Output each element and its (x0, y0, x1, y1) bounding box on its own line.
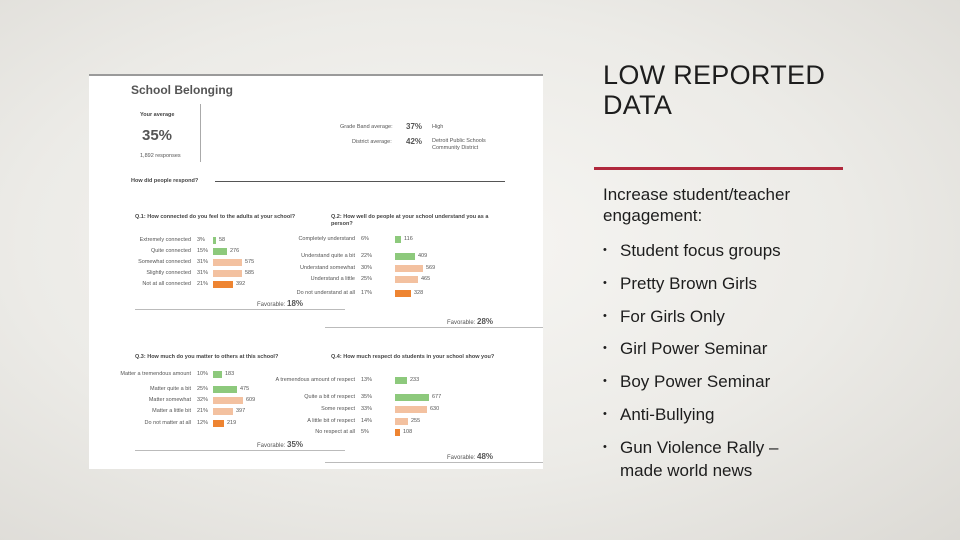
response-count: 58 (219, 237, 226, 243)
response-count: 219 (227, 420, 237, 426)
list-item (603, 305, 820, 328)
response-label: Matter a tremendous amount (120, 371, 191, 377)
response-percent: 33% (361, 406, 373, 412)
slide-title-line: LOW REPORTED (603, 60, 826, 90)
report-title: School Belonging (131, 83, 233, 97)
response-count: 328 (414, 290, 424, 296)
response-count: 183 (225, 371, 235, 377)
slide-title-line: DATA (603, 90, 673, 120)
response-count: 233 (410, 377, 420, 383)
summary-divider (200, 104, 201, 162)
response-percent: 5% (361, 429, 369, 435)
list-item-text: Boy Power Seminar (620, 372, 771, 392)
response-bar (213, 371, 222, 378)
favorable-label: Favorable: (447, 455, 476, 461)
favorable-label: Favorable: (257, 443, 286, 449)
response-count: 397 (236, 408, 246, 414)
response-bar (213, 270, 242, 277)
favorable-value: 35% (287, 440, 304, 449)
response-count: 609 (246, 397, 256, 403)
response-bar (395, 253, 415, 260)
favorable-summary (257, 440, 303, 449)
list-item-text: Girl Power Seminar (620, 339, 768, 359)
response-count: 569 (426, 265, 436, 271)
response-count: 255 (411, 418, 421, 424)
question-title: Q.3: How much do you matter to others at this school? (135, 354, 279, 360)
response-label: Do not understand at all (296, 290, 355, 296)
question-title: Q.4: How much respect do students in your school show you? (331, 354, 495, 360)
response-percent: 14% (361, 418, 373, 424)
response-percent: 22% (361, 253, 373, 259)
response-percent: 3% (197, 237, 205, 243)
response-percent: 31% (197, 270, 209, 276)
list-item-text: Pretty Brown Girls (620, 273, 757, 293)
response-bar (213, 248, 227, 255)
bullet-marker: • (603, 244, 607, 256)
response-count: 276 (230, 248, 240, 254)
response-label: Not at all connected (142, 281, 191, 287)
list-item (603, 337, 820, 360)
response-label: Understand quite a bit (301, 253, 355, 259)
grade-band-value: 37% (406, 122, 423, 131)
bullet-marker: • (603, 342, 607, 355)
list-item (603, 403, 820, 426)
list-item (603, 436, 820, 482)
response-percent: 12% (197, 420, 209, 426)
favorable-summary (447, 317, 493, 326)
response-percent: 31% (197, 259, 209, 265)
how-responded-label: How did people respond? (131, 178, 199, 184)
response-bar (213, 420, 224, 427)
favorable-summary (257, 299, 303, 308)
response-bar (395, 394, 429, 401)
response-count: 116 (404, 236, 413, 242)
response-count: 409 (418, 253, 428, 259)
response-bar (395, 418, 408, 425)
response-percent: 25% (361, 276, 373, 282)
grade-band-label: Grade Band average: (340, 124, 393, 130)
panel-footer-rule (135, 309, 345, 310)
response-label: A tremendous amount of respect (275, 377, 355, 383)
question-title: Q.2: How well do people at your school understand you as a person? (331, 214, 489, 227)
response-count: 392 (236, 281, 246, 287)
response-count: 465 (421, 276, 431, 282)
title-accent-rule (594, 167, 843, 170)
response-bar (213, 386, 237, 393)
favorable-value: 28% (477, 317, 494, 326)
how-responded-rule (215, 181, 505, 182)
response-percent: 32% (197, 397, 209, 403)
response-bar (213, 237, 216, 244)
question-title: Q.1: How connected do you feel to the adults at your school? (135, 214, 296, 220)
response-percent: 6% (361, 236, 369, 242)
response-count: 630 (430, 406, 440, 412)
response-percent: 30% (361, 265, 373, 271)
list-item (603, 370, 820, 393)
favorable-summary (447, 452, 493, 461)
district-note-line2: Community District (432, 145, 479, 151)
your-average-label: Your average (140, 112, 175, 118)
list-item (603, 272, 820, 295)
response-bar (395, 377, 407, 384)
bullet-marker: • (603, 309, 607, 322)
slide-title (603, 60, 825, 120)
response-label: Matter a little bit (152, 408, 191, 414)
response-count: 585 (245, 270, 255, 276)
response-percent: 25% (197, 386, 209, 392)
response-bar (395, 406, 427, 413)
report-top-divider (89, 74, 543, 76)
response-bar (395, 276, 418, 283)
response-label: Somewhat connected (138, 259, 191, 265)
response-percent: 21% (197, 281, 209, 287)
response-label: Matter somewhat (148, 397, 191, 403)
response-label: Understand somewhat (299, 265, 355, 271)
district-label: District average: (352, 139, 392, 145)
response-count: 475 (240, 386, 250, 392)
intro-text (603, 184, 790, 226)
bullet-marker: • (603, 375, 607, 388)
panel-footer-rule (325, 462, 543, 463)
response-percent: 21% (197, 408, 209, 414)
response-bar (213, 281, 233, 288)
list-item-text: For Girls Only (620, 306, 725, 326)
your-average-value: 35% (142, 127, 173, 144)
district-value: 42% (406, 137, 423, 146)
favorable-label: Favorable: (447, 320, 476, 326)
response-label: Understand a little (310, 276, 355, 282)
response-bar (395, 290, 411, 297)
favorable-value: 18% (287, 299, 304, 308)
response-percent: 15% (197, 248, 209, 254)
response-bar (395, 236, 401, 243)
response-label: No respect at all (315, 429, 355, 435)
intro-line: Increase student/teacher (603, 185, 791, 204)
response-bar (395, 429, 400, 436)
grade-band-note: High (432, 124, 444, 130)
response-count: 677 (432, 394, 442, 400)
school-belonging-report-image (89, 74, 543, 469)
response-label: Do not matter at all (144, 420, 191, 426)
bullet-marker: • (603, 440, 607, 453)
list-item (603, 239, 820, 262)
response-percent: 35% (361, 394, 373, 400)
favorable-label: Favorable: (257, 302, 286, 308)
responses-count: 1,892 responses (140, 153, 181, 159)
list-item-text: Anti-Bullying (620, 404, 715, 424)
response-percent: 13% (361, 377, 373, 383)
response-label: A little bit of respect (307, 418, 355, 424)
list-item-text: Gun Violence Rally – made world news (620, 437, 779, 480)
list-item-text: Student focus groups (620, 241, 781, 260)
district-note-line1: Detroit Public Schools (432, 138, 486, 144)
response-label: Slightly connected (146, 270, 191, 276)
response-label: Some respect (321, 406, 355, 412)
bullet-marker: • (603, 276, 607, 289)
intro-line: engagement: (603, 206, 703, 225)
response-bar (395, 265, 423, 272)
panel-footer-rule (325, 327, 543, 328)
response-label: Extremely connected (139, 237, 191, 243)
bullet-marker: • (603, 407, 607, 420)
response-label: Matter quite a bit (150, 386, 191, 392)
response-label: Completely understand (298, 236, 355, 242)
response-label: Quite a bit of respect (304, 394, 355, 400)
response-percent: 17% (361, 290, 373, 296)
favorable-value: 48% (477, 452, 494, 461)
response-percent: 10% (197, 371, 209, 377)
response-bar (213, 408, 233, 415)
response-count: 108 (403, 429, 413, 435)
response-bar (213, 397, 243, 404)
response-label: Quite connected (150, 248, 191, 254)
response-bar (213, 259, 242, 266)
initiatives-list (603, 239, 820, 492)
panel-footer-rule (135, 450, 345, 451)
response-count: 575 (245, 259, 255, 265)
